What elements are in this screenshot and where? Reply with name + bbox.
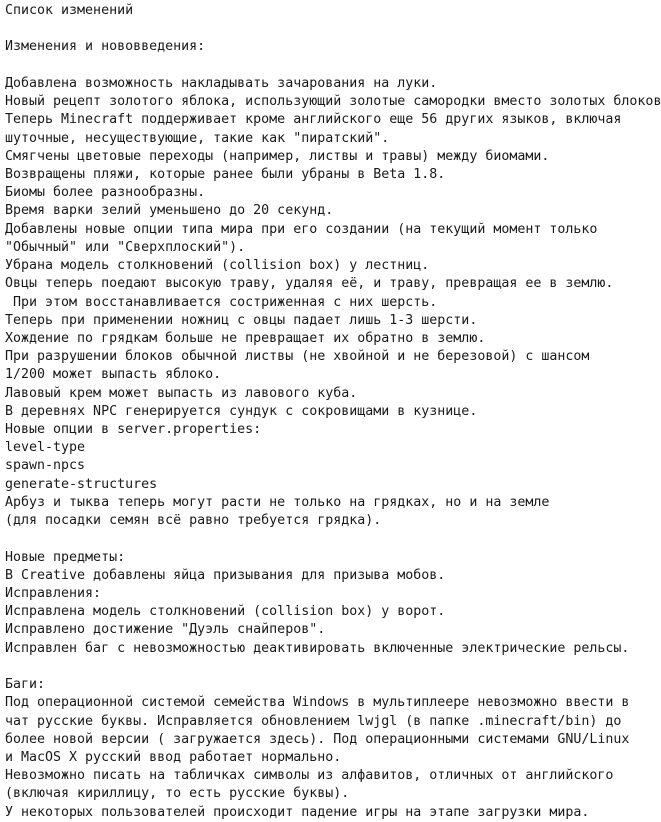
text-line: Исправлено достижение "Дуэль снайперов". <box>5 622 326 638</box>
text-line: Теперь при применении ножниц с овцы падает лишь 1-3 шерсти. <box>5 312 478 328</box>
text-line: и MacOS X русский ввод работает нормально. <box>5 749 342 765</box>
text-line: У некоторых пользователей происходит падение игры на этапе загрузки мира. <box>5 804 590 820</box>
text-line: В деревнях NPC генерируется сундук с сокровищами в кузнице. <box>5 403 478 419</box>
text-line: более новой версии ( загружается здесь). Под операционными системами GNU/Linux <box>5 731 630 747</box>
text-line: Под операционной системой семейства Windows в мультиплеере невозможно ввести в <box>5 695 630 711</box>
blank-line <box>5 57 661 75</box>
text-line: (для посадки семян всё равно требуется грядка). <box>5 513 382 529</box>
text-line: level-type <box>5 440 86 456</box>
text-line: Арбуз и тыква теперь могут расти не только на грядках, но и на земле <box>5 494 550 510</box>
text-line: Исправления: <box>5 586 102 601</box>
blank-line <box>5 20 661 38</box>
text-line: Исправлена модель столкновений (collision box) у ворот. <box>5 604 446 620</box>
text-line: Список изменений <box>5 3 134 18</box>
text-line: При разрушении блоков обычной листвы (не хвойной и не березовой) с шансом <box>5 349 590 365</box>
text-line: Биомы более разнообразны. <box>5 185 206 201</box>
text-line: Добавлена возможность накладывать зачарования на луки. <box>5 75 438 91</box>
text-line: При этом восстанавливается состриженная с них шерсть. <box>5 294 438 310</box>
text-line: Убрана модель столкновений (collision box) у лестниц. <box>5 258 430 274</box>
text-line: Изменения и нововведения: <box>5 39 206 55</box>
text-line: Возвращены пляжи, которые ранее были убраны в Beta 1.8. <box>5 166 446 182</box>
text-line: (включая кириллицу, то есть русские буквы). <box>5 786 350 802</box>
text-line: В Creative добавлены яйца призывания для призыва мобов. <box>5 567 446 583</box>
text-line: чат русские буквы. Исправляется обновлением lwjgl (в папке .minecraft/bin) до <box>5 713 622 729</box>
text-line: Добавлены новые опции типа мира при его создании (на текущий момент только <box>5 221 598 237</box>
text-line: Новые опции в server.properties: <box>5 422 262 438</box>
text-line: Лавовый крем может выпасть из лавового куба. <box>5 385 358 401</box>
text-line: Время варки зелий уменьшено до 20 секунд. <box>5 203 334 219</box>
text-line: Исправлен баг с невозможностью деактивировать включенные электрические рельсы. <box>5 640 630 656</box>
blank-line <box>5 658 661 676</box>
blank-line <box>5 530 661 548</box>
text-line: 1/200 может выпасть яблоко. <box>5 367 222 383</box>
text-line: Смягчены цветовые переходы (например, листвы и травы) между биомами. <box>5 148 550 164</box>
text-line: generate-structures <box>5 476 158 492</box>
text-line: Баги: <box>5 677 46 693</box>
text-line: Новые предметы: <box>5 549 126 565</box>
text-line: шуточные, несуществующие, такие как "пиратский". <box>5 130 390 146</box>
text-line: "Обычный" или "Сверхплоский"). <box>5 239 246 255</box>
text-line: spawn-npcs <box>5 458 86 474</box>
text-line: Новый рецепт золотого яблока, использующий золотые самородки вместо золотых блоков <box>5 94 661 110</box>
text-line: Теперь Minecraft поддерживает кроме английского еще 56 других языков, включая <box>5 112 622 128</box>
text-line: Овцы теперь поедают высокую траву, удаляя её, и траву, превращая ее в землю. <box>5 276 614 292</box>
text-line: Невозможно писать на табличках символы из алфавитов, отличных от английского <box>5 768 614 784</box>
text-line: Хождение по грядкам больше не превращает их обратно в землю. <box>5 330 486 346</box>
